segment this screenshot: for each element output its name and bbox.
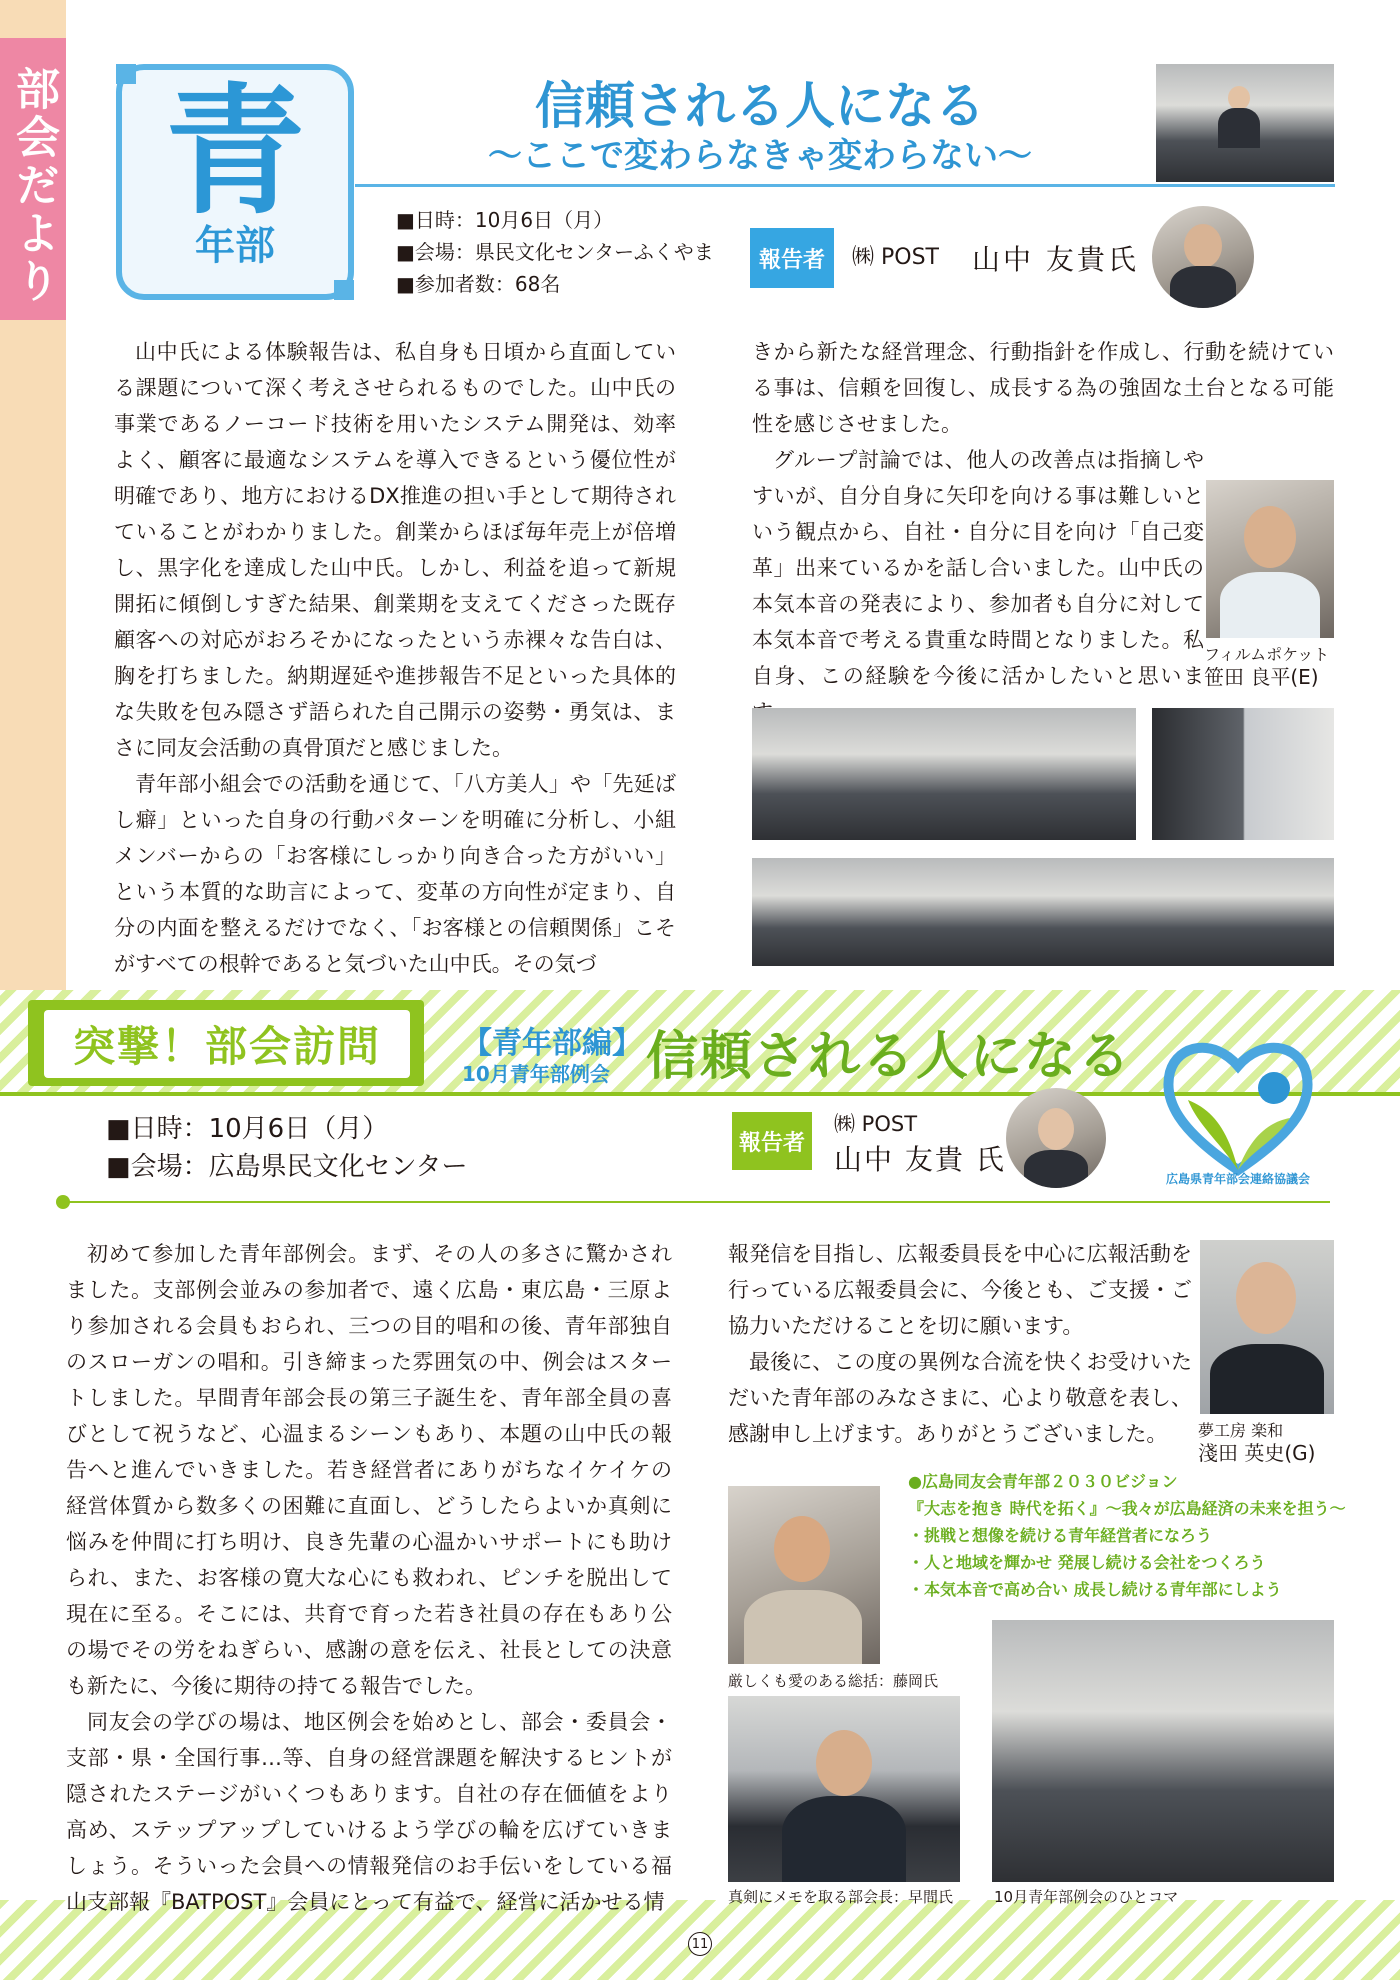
article1-right-top xyxy=(752,334,1334,442)
vision-line: 『大志を抱き 時代を拓く』～我々が広島経済の未来を担う～ xyxy=(908,1499,1346,1518)
meeting-attendees: ■参加者数：68名 xyxy=(396,272,561,296)
paragraph: 初めて参加した青年部例会。まず、その人の多さに驚かされました。支部例会並みの参加者で、遠く広島・東広島・三原より参加される会員もおられ、三つの目的唱和の後、青年部独自のスローガンの唱和。引き締まった雰囲気の中、例会はスタートしました。早間青年部会長の第三子誕生を、青年部全員の喜びとして祝うなど、心温まるシーンもあり、本題の山中氏の報告へと進んでいきました。若き経営者にありがちなイケイケの経営体質から数多くの困難に直面し、どうしたらよいか真剣に悩みを仲間に打ち明け、良き先輩の心温かいサポートにも助けられ、また、お客様の寛大な心にも救われ、ピンチを脱出して現在に至る。そこには、共育で育った若き社員の存在もあり公の場でその労をねぎらい、感謝の意を伝え、社長としての決意も新たに、今後に期待の持てる報告でした。 xyxy=(66,1242,672,1698)
author-photo xyxy=(1206,480,1334,638)
hayama-photo xyxy=(728,1696,960,1882)
heart-logo-icon xyxy=(1158,1030,1318,1190)
paragraph: 山中氏による体験報告は、私自身も日頃から直面している課題について深く考えさせられるものでした。山中氏の事業であるノーコード技術を用いたシステム開発は、効率よく、顧客に最適なシステムを導入できるという優位性が明確であり、地方におけるDX推進の担い手として期待されていることがわかりました。創業からほぼ毎年売上が倍増し、黒字化を達成した山中氏。しかし、利益を追って新規開拓に傾倒しすぎた結果、創業期を支えてくださった既存顧客への対応がおろそかになったという赤裸々な告白は、胸を打ちました。納期遅延や進捗報告不足といった具体的な失敗を包み隠さず語られた自己開示の姿勢・勇気は、まさに同友会活動の真骨頂だと感じました。 xyxy=(114,340,676,760)
logo-caption: 広島県青年部会連絡協議会 xyxy=(1165,1172,1310,1186)
meeting2-date: ■日時：10月6日（月） xyxy=(106,1114,389,1144)
page-number: 11 xyxy=(688,1932,712,1956)
author-credit xyxy=(1204,644,1329,688)
article2-right-column xyxy=(728,1236,1192,1452)
author2-company: 夢工房 楽和 xyxy=(1198,1421,1284,1440)
scene-photo xyxy=(992,1620,1334,1882)
section-tab: 部会だより xyxy=(0,38,66,320)
edition-subtitle: 10月青年部例会 xyxy=(462,1062,610,1086)
paragraph: 青年部小組会での活動を通じて、「八方美人」や「先延ばし癖」といった自身の行動パターンを明確に分析し、小組メンバーからの「お客様にしっかり向き合った方がいい」という本質的な助言によって、変革の方向性が定まり、自分の内面を整えるだけでなく、「お客様との信頼関係」こそがすべての根幹であると気づいた山中氏。その気づ xyxy=(114,772,676,976)
reporter2-name: 山中 友貴 氏 xyxy=(834,1143,1006,1176)
meeting-date: ■日時：10月6日（月） xyxy=(396,208,614,232)
meeting-venue: ■会場：県民文化センターふくやま xyxy=(396,240,714,264)
audience-photo xyxy=(752,858,1334,966)
reporter2-company: ㈱ POST xyxy=(834,1112,918,1136)
reporter-company: ㈱ POST xyxy=(852,245,939,270)
reporter-avatar xyxy=(1152,206,1254,308)
rule-dot xyxy=(56,1195,70,1209)
article1-left-column xyxy=(114,334,676,982)
caption-scene: 10月青年部例会のひとコマ xyxy=(994,1888,1179,1906)
corner-accent xyxy=(116,64,136,84)
visit-tab: 突撃！部会訪問 xyxy=(44,1010,410,1078)
author2-name: 淺田 英史(G) xyxy=(1198,1441,1316,1465)
caption-fujioka: 厳しくも愛のある総括：藤岡氏 xyxy=(728,1672,939,1690)
meeting2-venue: ■会場：広島県民文化センター xyxy=(106,1152,468,1182)
paragraph: 同友会の学びの場は、地区例会を始めとし、部会・委員会・支部・県・全国行事…等、自身の経営課題を解決するヒントが隠されたステージがいくつもあります。自社の存在価値をより高め、ステップアップしていけるよう学びの輪を広げていきましょう。そういった会員への情報発信のお手伝いをしている福山支部報『BATPOST』会員にとって有益で、経営に活かせる情 xyxy=(66,1710,672,1914)
author2-photo xyxy=(1200,1240,1334,1414)
author2-credit xyxy=(1198,1420,1315,1464)
corner-accent xyxy=(334,280,354,300)
presentation-photo xyxy=(1152,708,1334,840)
reporter2-avatar xyxy=(1006,1088,1106,1188)
author-name: 笹田 良平(E) xyxy=(1204,665,1319,689)
article-subtitle: ～ここで変わらなきゃ変わらない～ xyxy=(488,136,1032,176)
vision-item: ・挑戦と想像を続ける青年経営者になろう xyxy=(908,1526,1213,1545)
meeting-photo xyxy=(752,708,1136,840)
info-rule xyxy=(62,1201,1330,1203)
paragraph: きから新たな経営理念、行動指針を作成し、行動を続けている事は、信頼を回復し、成長する為の強固な土台となる可能性を感じさせました。 xyxy=(752,340,1334,436)
paragraph: 報発信を目指し、広報委員長を中心に広報活動を行っている広報委員会に、今後とも、ご支援・ご協力いただけることを切に願います。 xyxy=(728,1242,1192,1338)
meeting2-info xyxy=(106,1110,468,1186)
vision-heading: ●広島同友会青年部２０３０ビジョン xyxy=(908,1472,1178,1491)
section2-title: 信頼される人になる xyxy=(646,1027,1133,1087)
vision-box xyxy=(908,1468,1346,1603)
title-underline xyxy=(355,184,1335,187)
paragraph: グループ討論では、他人の改善点は指摘しやすいが、自分自身に矢印を向ける事は難しいという観点から、自社・自分に目を向け「自己変革」出来ているかを話し合いました。山中氏の本気本音の発表により、参加者も自分に対して本気本音で考える貴重な時間となりました。私自身、この経験を今後に活かしたいと思いま xyxy=(752,448,1204,688)
reporter-badge: 報告者 xyxy=(750,228,834,288)
department-box xyxy=(116,64,354,300)
vision-item: ・本気本音で高め合い 成長し続ける青年部にしよう xyxy=(908,1580,1282,1599)
article1-right-para2 xyxy=(752,442,1204,730)
reporter-name: 山中 友貴氏 xyxy=(972,243,1139,276)
vision-item: ・人と地域を輝かせ 発展し続ける会社をつくろう xyxy=(908,1553,1266,1572)
reporter2-badge: 報告者 xyxy=(732,1112,812,1170)
article-title: 信頼される人になる xyxy=(535,77,985,135)
caption-hayama: 真剣にメモを取る部会長：早間氏 xyxy=(728,1888,954,1906)
article2-left-column xyxy=(66,1236,672,1920)
department-char: 青 xyxy=(164,71,305,234)
paragraph: 最後に、この度の異例な合流を快くお受けいただいた青年部のみなさまに、心より敬意を表し、感謝申し上げます。ありがとうございました。 xyxy=(728,1350,1192,1446)
meeting-info xyxy=(396,204,714,300)
speaker-photo xyxy=(1156,64,1334,182)
edition-label: 【青年部編】 xyxy=(462,1026,642,1061)
fujioka-photo xyxy=(728,1486,880,1664)
author-company: フィルムポケット xyxy=(1204,645,1330,664)
department-label: 年部 xyxy=(195,223,275,269)
